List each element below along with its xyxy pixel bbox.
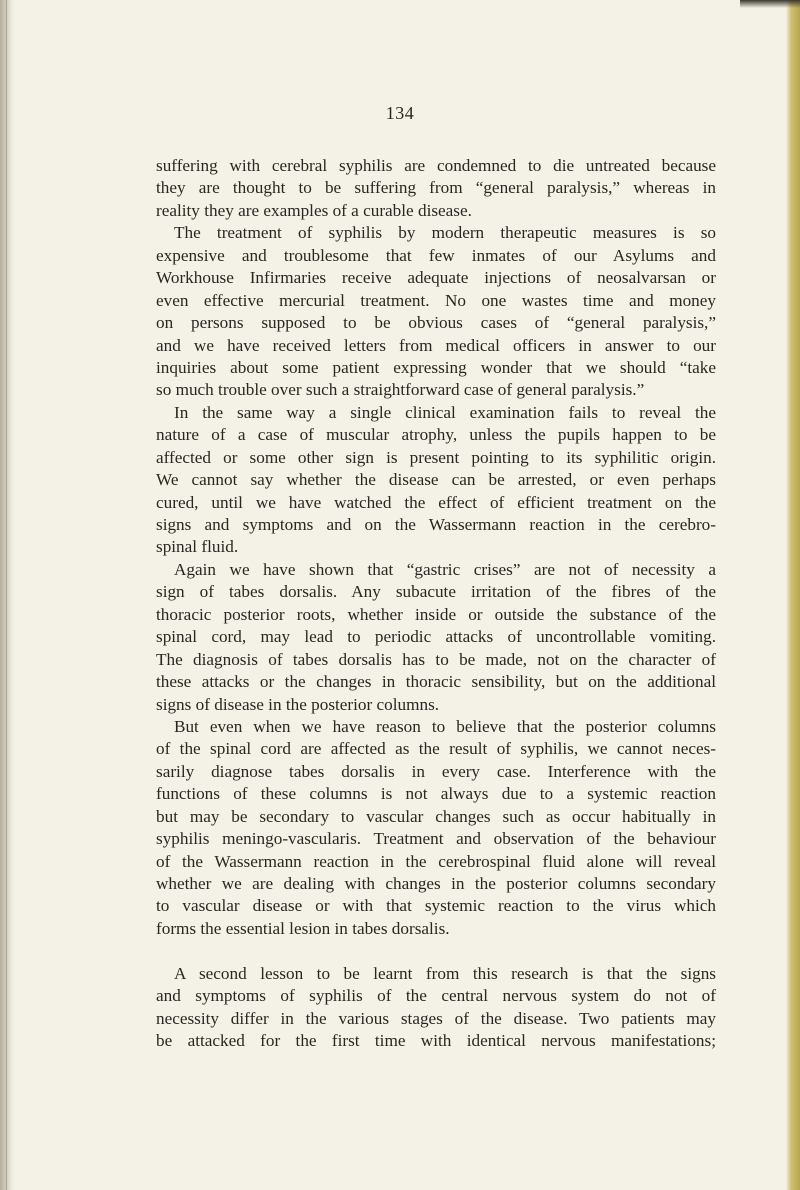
text-line: be attacked for the first time with identical nervous manifestations; [156, 1031, 716, 1051]
text-line: affected or some other sign is present pointing to its syphilitic origin. [156, 447, 716, 467]
text-line: A second lesson to be learnt from this research is that the signs [174, 963, 716, 983]
text-line: and we have received letters from medical officers in answer to our [156, 335, 716, 355]
text-line: but may be secondary to vascular changes such as occur habitually in [156, 806, 716, 826]
text-line: functions of these columns is not always due to a systemic reaction [156, 784, 716, 804]
text-line: Again we have shown that “gastric crises” are not of necessity a [174, 559, 716, 579]
text-line: inquiries about some patient expressing wonder that we should “take [156, 357, 716, 377]
page-number: 134 [385, 103, 415, 123]
paper-edge-shadow [740, 0, 800, 8]
text-line: nature of a case of muscular atrophy, unless the pupils happen to be [156, 425, 716, 445]
binding-line [6, 0, 7, 1190]
text-line: The diagnosis of tabes dorsalis has to be made, not on the character of [156, 649, 716, 669]
text-line: signs and symptoms and on the Wassermann reaction in the cerebro- [156, 515, 716, 534]
text-line: even effective mercurial treatment. No one wastes time and money [156, 290, 716, 310]
text-line: Workhouse Infirmaries receive adequate injections of neosalvarsan or [156, 268, 716, 288]
text-line: forms the essential lesion in tabes dorsalis. [156, 918, 450, 938]
text-line: cured, until we have watched the effect of efficient treatment on the [156, 492, 716, 512]
text-line: so much trouble over such a straightforward case of general paralysis.” [156, 380, 645, 400]
text-line: necessity differ in the various stages of the disease. Two patients may [156, 1008, 716, 1028]
text-line: expensive and troublesome that few inmates of our Asylums and [156, 245, 716, 265]
body-text [156, 155, 716, 1053]
paragraph-gap [156, 940, 716, 962]
text-line: signs of disease in the posterior columns. [156, 694, 440, 714]
text-line: We cannot say whether the disease can be arrested, or even perhaps [156, 470, 716, 490]
text-line: But even when we have reason to believe that the posterior columns [174, 716, 716, 736]
binding-shadow [0, 0, 14, 1190]
text-line: on persons supposed to be obvious cases of “general paralysis,” [156, 313, 716, 333]
text-line: these attacks or the changes in thoracic sensibility, but on the additional [156, 672, 716, 692]
text-line: syphilis meningo-vascularis. Treatment and observation of the behaviour [156, 829, 716, 849]
text-line: reality they are examples of a curable disease. [156, 200, 472, 220]
text-line: thoracic posterior roots, whether inside or outside the substance of the [156, 604, 716, 624]
text-line: and symptoms of syphilis of the central nervous system do not of [156, 986, 716, 1006]
text-line: to vascular disease or with that systemic reaction to the virus which [156, 896, 716, 916]
text-line: In the same way a single clinical examination fails to reveal the [174, 402, 716, 422]
text-line: of the Wassermann reaction in the cerebrospinal fluid alone will reveal [156, 851, 716, 871]
text-line: of the spinal cord are affected as the result of syphilis, we cannot neces- [156, 739, 716, 759]
text-line: they are thought to be suffering from “general paralysis,” whereas in [156, 178, 716, 198]
text-line: sign of tabes dorsalis. Any subacute irritation of the fibres of the [156, 582, 716, 602]
paper-edge [786, 0, 800, 1190]
text-line: The treatment of syphilis by modern therapeutic measures is so [174, 223, 716, 243]
text-line: whether we are dealing with changes in the posterior columns secondary [156, 874, 716, 893]
text-line: sarily diagnose tabes dorsalis in every case. Interference with the [156, 761, 716, 781]
text-line: spinal fluid. [156, 537, 239, 557]
text-line: spinal cord, may lead to periodic attacks of uncontrollable vomiting. [156, 627, 716, 647]
text-line: suffering with cerebral syphilis are condemned to die untreated because [156, 156, 716, 175]
